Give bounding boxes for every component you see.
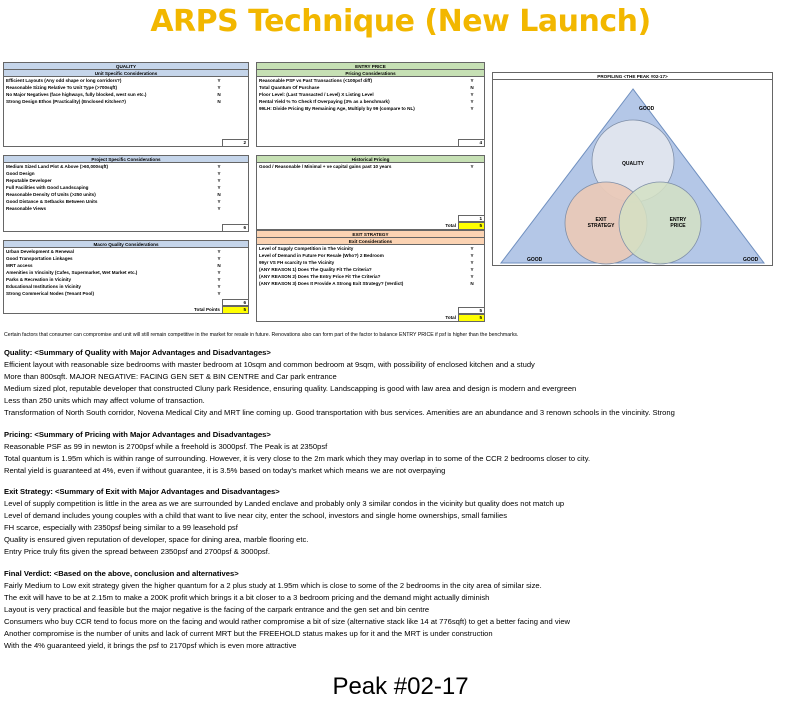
exit-count: 5 xyxy=(458,307,484,314)
consideration-text: Total Quantum Of Purchase xyxy=(259,85,320,90)
project-rows xyxy=(4,163,248,212)
consideration-value: Y xyxy=(217,171,221,176)
summary-line: Less than 250 units which may affect volume of transaction. xyxy=(4,396,205,405)
consideration-value: Y xyxy=(217,277,221,282)
consideration-value: N xyxy=(217,99,221,104)
consideration-text: Floor Level: (Last Transacted / Level) X Listing Level xyxy=(259,92,374,97)
consideration-row xyxy=(257,252,484,259)
exit-circle-label-1: EXIT xyxy=(595,217,607,223)
good-left-label: GOOD xyxy=(527,257,543,263)
exit-total: 5 xyxy=(458,314,484,321)
consideration-text: Educational Institutions in Vicinity xyxy=(6,284,81,289)
consideration-value: Y xyxy=(217,185,221,190)
summary-line: FH scarce, especially with 2350psf being similar to a 99 leasehold psf xyxy=(4,523,238,532)
consideration-text: Rental Yield % To Check If Overpaying (3% as a benchmark) xyxy=(259,99,390,104)
quality-macro-table xyxy=(3,240,249,314)
consideration-text: Reasonable Views xyxy=(6,206,47,211)
consideration-row xyxy=(4,98,248,105)
consideration-value: N xyxy=(217,192,221,197)
pricing-summary-lines xyxy=(4,441,801,477)
consideration-row xyxy=(257,77,484,84)
consideration-row xyxy=(4,184,248,191)
quality-summary xyxy=(4,347,801,419)
summary-line: Consumers who buy CCR tend to focus more on the facing and would rather compromise a bit of size (alternative stack like 14 at 776sqft) to get a better facing and view xyxy=(4,617,571,626)
consideration-row xyxy=(257,266,484,273)
entry-circle-label-2: PRICE xyxy=(670,223,686,229)
final-verdict xyxy=(4,568,801,652)
unit-considerations-header: Unit Specific Considerations xyxy=(4,70,248,77)
consideration-row xyxy=(257,98,484,105)
consideration-text: Good Design xyxy=(6,171,35,176)
consideration-value: N xyxy=(217,263,221,268)
consideration-value: Y xyxy=(217,164,221,169)
historical-pricing-table xyxy=(256,155,485,230)
profiling-panel xyxy=(492,72,773,266)
consideration-value: Y xyxy=(217,291,221,296)
consideration-row xyxy=(4,77,248,84)
consideration-text: Level of Demand in Future For Resale (Who?) 2 Bedroom xyxy=(259,253,384,258)
consideration-value: Y xyxy=(470,106,474,111)
historical-count: 1 xyxy=(458,215,484,222)
quality-summary-lines xyxy=(4,359,801,419)
consideration-value: Y xyxy=(470,246,474,251)
consideration-row xyxy=(4,84,248,91)
entry-total-label: Total xyxy=(445,223,456,228)
exit-summary xyxy=(4,486,801,558)
consideration-row xyxy=(257,91,484,98)
consideration-value: Y xyxy=(470,92,474,97)
consideration-value: Y xyxy=(217,85,221,90)
consideration-row xyxy=(257,163,484,170)
consideration-value: N xyxy=(470,281,474,286)
quality-unit-table xyxy=(3,62,249,147)
consideration-row xyxy=(4,170,248,177)
consideration-value: N xyxy=(217,92,221,97)
compromise-note: Certain factors that consumer can compromise and unit will still remain competitive in the market for resale in future. Renovations also can form part of the factor to balance ENTRY PRICE if psf is higher than the benchmarks. xyxy=(4,332,519,338)
entry-total: 5 xyxy=(458,222,484,229)
pricing-summary xyxy=(4,429,801,477)
consideration-row xyxy=(4,163,248,170)
pricing-count: 4 xyxy=(458,139,484,146)
consideration-text: Reasonable Density Of Units (>250 units) xyxy=(6,192,96,197)
pricing-rows xyxy=(257,77,484,112)
summary-line: Efficient layout with reasonable size bedrooms with master bedroom at 10sqm and common bedroom at 9sqm, with possibility of enclosed kitchen and a study xyxy=(4,360,535,369)
consideration-row xyxy=(4,262,248,269)
consideration-row xyxy=(257,280,484,287)
summary-line: Transformation of North South corridor, Novena Medical City and MRT line coming up. Good transportation with bus services. Amenities are an abundance and 3 renown schools in the vincinity. Strong xyxy=(4,408,675,417)
consideration-text: Level of Supply Competition in The Vicinity xyxy=(259,246,354,251)
project-count: 6 xyxy=(222,224,248,231)
summary-line: Level of supply competition is little in the area as we are surrounded by Landed enclave and probably only 3 similar condos in the vicinity but quality does not match up xyxy=(4,499,565,508)
summary-line: More than 800sqft. MAJOR NEGATIVE: FACING GEN SET & BIN CENTRE and Car park entrance xyxy=(4,372,337,381)
summary-line: Layout is very practical and feasible but the major negative is the facing of the carpark entrance and the gen set and bin centre xyxy=(4,605,430,614)
pricing-summary-heading: Pricing: <Summary of Pricing with Major Advantages and Disadvantages> xyxy=(4,430,271,439)
consideration-value: Y xyxy=(217,178,221,183)
consideration-text: (ANY REASON 1) Does The Quality Fit The Criteria? xyxy=(259,267,372,272)
historical-rows xyxy=(257,163,484,170)
entry-pricing-table xyxy=(256,62,485,147)
consideration-row xyxy=(4,290,248,297)
consideration-text: Reasonable Sizing Relative To Unit Type (>700sqft) xyxy=(6,85,117,90)
summary-line: Entry Price truly fits given the spread between 2350psf and 2700psf & 3000psf. xyxy=(4,547,270,556)
entry-price-header: ENTRY PRICE xyxy=(257,63,484,70)
consideration-text: Medium Sized Land Plot & Above (>60,000sqft) xyxy=(6,164,109,169)
consideration-row xyxy=(4,276,248,283)
consideration-row xyxy=(257,84,484,91)
consideration-row xyxy=(4,248,248,255)
summary-line: Level of demand includes young couples with a child that want to live near city, enter the school, investors and single home ownerships, small families xyxy=(4,511,508,520)
consideration-value: Y xyxy=(217,199,221,204)
quality-total-label: Total Points xyxy=(194,307,220,312)
consideration-text: MRT access xyxy=(6,263,33,268)
consideration-row xyxy=(4,205,248,212)
consideration-row xyxy=(4,283,248,290)
consideration-value: Y xyxy=(470,274,474,279)
unit-rows xyxy=(4,77,248,105)
consideration-row xyxy=(257,273,484,280)
consideration-text: 99yr VS FH scarcity In The Vicinity xyxy=(259,260,335,265)
consideration-row xyxy=(257,245,484,252)
consideration-value: Y xyxy=(217,284,221,289)
summary-line: The exit will have to be at 2.15m to make a 200K profit which brings it a bit closer to a 3 bedroom pricing and the demand might actually diminish xyxy=(4,593,490,602)
consideration-value: Y xyxy=(470,99,474,104)
quality-total-points: 5 xyxy=(222,306,248,313)
exit-total-label: Total xyxy=(445,315,456,320)
consideration-value: Y xyxy=(217,256,221,261)
consideration-value: Y xyxy=(470,260,474,265)
summary-line: Quality is ensured given reputation of developer, space for dining area, marble flooring etc. xyxy=(4,535,309,544)
consideration-row xyxy=(4,177,248,184)
macro-count: 6 xyxy=(222,299,248,306)
consideration-text: Reasonable PSF vs Past Transactions (<100psf diff) xyxy=(259,78,372,83)
summary-line: Reasonable PSF as 99 in newton is 2700psf while a freehold is 3000psf. The Peak is at 2350psf xyxy=(4,442,328,451)
summary-line: Medium sized plot, reputable developer that constructed Cluny park Residence, ensuring quality. Landscapping is good with law area and design is modern and evergreen xyxy=(4,384,577,393)
entry-circle-label-1: ENTRY xyxy=(669,217,687,223)
consideration-value: Y xyxy=(470,78,474,83)
consideration-row xyxy=(4,255,248,262)
quality-project-table xyxy=(3,155,249,232)
project-considerations-header: Project Specific Considerations xyxy=(4,156,248,163)
consideration-text: (ANY REASON 3) Does It Provide A Strong Exit Strategy? (Verdict) xyxy=(259,281,404,286)
exit-summary-heading: Exit Strategy: <Summary of Exit with Major Advantages and Disadvantages> xyxy=(4,487,280,496)
final-verdict-heading: Final Verdict: <Based on the above, conclusion and alternatives> xyxy=(4,569,239,578)
consideration-text: (ANY REASON 2) Does The Entry Price Fit The Criteria? xyxy=(259,274,381,279)
consideration-value: Y xyxy=(470,253,474,258)
consideration-text: Amenities in Vincinity (Cafes, Supermarket, Wet Market etc.) xyxy=(6,270,138,275)
consideration-text: Urban Development & Renewal xyxy=(6,249,74,254)
summary-line: With the 4% guaranteed yield, it brings the psf to 2170psf which is even more attractive xyxy=(4,641,297,650)
consideration-value: Y xyxy=(470,267,474,272)
exit-strategy-header: EXIT STRATEGY xyxy=(257,231,484,238)
summary-line: Total quantum is 1.95m which is within range of surrounding. However, it is very close to the 2m mark which they may overlap in to some of the CCR 2 bedrooms closer to city. xyxy=(4,454,591,463)
consideration-value: Y xyxy=(217,206,221,211)
summary-line: Rental yield is guaranteed at 4%, even if without guarantee, it is 3.5% based on today's market which means we are not overpaying xyxy=(4,466,446,475)
footer-caption: Peak #02-17 xyxy=(332,673,469,700)
consideration-text: Good / Reasonable / Minimal + ve capital gains past 10 years xyxy=(259,164,392,169)
exit-considerations-header: Exit Considerations xyxy=(257,238,484,245)
consideration-row xyxy=(4,91,248,98)
exit-summary-lines xyxy=(4,498,801,558)
unit-count: 2 xyxy=(222,139,248,146)
consideration-text: Reputable Developer xyxy=(6,178,52,183)
profiling-triangle-diagram xyxy=(493,81,772,266)
consideration-row xyxy=(4,198,248,205)
consideration-value: Y xyxy=(217,270,221,275)
summary-line: Fairly Medium to Low exit strategy given the higher quantum for a 2 plus study at 1.95m which is close to some of the 2 bedrooms in the city area of similar size. xyxy=(4,581,542,590)
consideration-row xyxy=(257,259,484,266)
consideration-row xyxy=(257,105,484,112)
consideration-text: Strong Commerical Nodes (Tenant Pool) xyxy=(6,291,94,296)
exit-circle-label-2: STRATEGY xyxy=(587,223,615,229)
historical-pricing-header: Historical Pricing xyxy=(257,156,484,163)
consideration-text: Parks & Recreation in Vicinity xyxy=(6,277,72,282)
page-title: ARPS Technique (New Launch) xyxy=(150,4,651,39)
good-right-label: GOOD xyxy=(743,257,759,263)
consideration-text: Good Distance & Setbacks Between Units xyxy=(6,199,98,204)
exit-rows xyxy=(257,245,484,287)
consideration-text: No Major Negatives (face highways, fully blocked, west sun etc.) xyxy=(6,92,147,97)
consideration-value: Y xyxy=(217,249,221,254)
profiling-header: PROFILING <THE PEAK #02-17> xyxy=(493,73,772,80)
consideration-value: Y xyxy=(470,164,474,169)
quality-summary-heading: Quality: <Summary of Quality with Major Advantages and Disadvantages> xyxy=(4,348,271,357)
final-verdict-lines xyxy=(4,580,801,652)
consideration-text: Full Facilities with Good Landscaping xyxy=(6,185,89,190)
consideration-row xyxy=(4,191,248,198)
pricing-considerations-header: Pricing Considerations xyxy=(257,70,484,77)
consideration-text: Efficient Layouts (Any odd shape or long corridors?) xyxy=(6,78,122,83)
good-top-label: GOOD xyxy=(639,106,655,112)
consideration-text: Strong Design Ethos (Practicality) (Enclosed Kitchen?) xyxy=(6,99,126,104)
macro-rows xyxy=(4,248,248,297)
consideration-text: Good Transportation Linkages xyxy=(6,256,73,261)
consideration-value: Y xyxy=(217,78,221,83)
consideration-row xyxy=(4,269,248,276)
entry-price-circle xyxy=(619,182,701,264)
quality-circle-label: QUALITY xyxy=(622,161,644,167)
macro-considerations-header: Macro Quality Considerations xyxy=(4,241,248,248)
consideration-text: 99LH: Divide Pricing By Remaining Age, Multiply by 99 (compare to NL) xyxy=(259,106,415,111)
consideration-value: N xyxy=(470,85,474,90)
summary-line: Another compromise is the number of units and lack of current MRT but the FREEHOLD status makes up for it and the MRT is under construction xyxy=(4,629,493,638)
exit-strategy-table xyxy=(256,230,485,322)
quality-header: QUALITY xyxy=(4,63,248,70)
